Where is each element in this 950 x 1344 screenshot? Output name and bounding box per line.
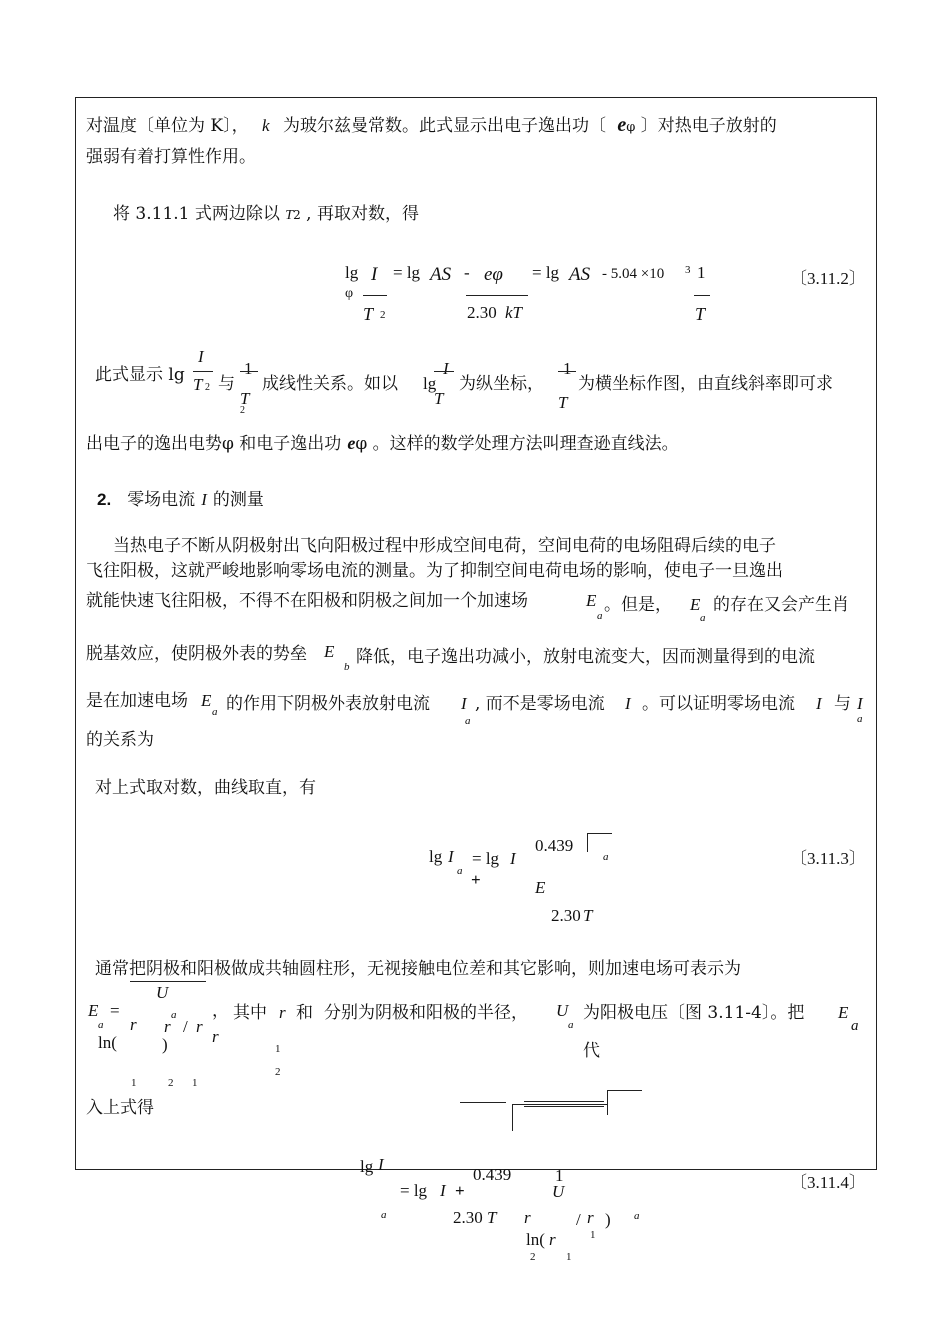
text-fragment: a [597, 610, 603, 622]
text-fragment: T [240, 389, 250, 408]
text-fragment: , 再取对数，得 [306, 204, 419, 224]
text-fragment: 脱基效应，使阴极外表的势垒 [86, 644, 307, 664]
text-fragment: I [201, 490, 207, 509]
equation-number: 〔3.11.3〕 [790, 849, 866, 868]
text-fragment: 1 [275, 1043, 281, 1055]
text-fragment: E [690, 595, 701, 614]
text-fragment: 2 [293, 208, 301, 222]
text-fragment: 2 [168, 1077, 174, 1089]
text-fragment: b [344, 661, 350, 673]
text-fragment: a [603, 851, 609, 863]
text-fragment: eφ [484, 264, 503, 285]
text-fragment: 对温度〔单位为 K〕， [86, 116, 249, 136]
text-fragment: r [196, 1017, 203, 1036]
text-fragment: , 而不是零场电流 [475, 694, 605, 714]
text-fragment: 2.30 [453, 1208, 483, 1227]
text-fragment: 为纵坐标， [459, 374, 544, 394]
text-fragment: a [568, 1019, 574, 1031]
text-fragment: 的作用下阴极外表放射电流 [226, 694, 430, 714]
text-fragment: 1 [563, 359, 572, 378]
para1-line1 [86, 112, 777, 139]
text-fragment: 的存在又会产生肖 [713, 595, 849, 615]
text-fragment: 0.439 [535, 836, 574, 855]
text-fragment: k [262, 116, 270, 135]
text-fragment: T [487, 1208, 497, 1227]
para1-line2: 强弱有着打算性作用。 [86, 147, 256, 167]
text-fragment: 3 [685, 264, 691, 276]
text-fragment: 为阳极电压〔图 3.11-4〕。把 [583, 1003, 805, 1023]
text-fragment: 〕对热电子放射的 [640, 116, 777, 136]
text-fragment: I [625, 694, 631, 713]
text-fragment: 。但是， [604, 595, 672, 615]
text-fragment: 与 [218, 374, 235, 394]
text-fragment: 就能快速飞往阳极，不得不在阳极和阴极之间加一个加速场 [86, 591, 528, 611]
text-fragment: I [448, 847, 454, 866]
text-fragment: a [465, 715, 471, 727]
text-fragment: a [851, 1018, 859, 1034]
text-fragment: a [381, 1209, 387, 1221]
text-fragment: r [130, 1015, 137, 1034]
text-fragment: a [634, 1210, 640, 1222]
text-fragment: T [285, 208, 294, 223]
text-fragment: U [556, 1001, 569, 1020]
text-fragment: 1 [566, 1251, 572, 1263]
text-fragment: 2 [530, 1251, 536, 1263]
text-fragment: I [443, 359, 449, 378]
text-fragment: 2 [380, 309, 386, 321]
equation-number: 〔3.11.2〕 [790, 269, 866, 288]
text-fragment: - 5.04 ×10 [602, 266, 665, 282]
text-fragment: 2. [97, 490, 112, 509]
text-fragment: E [88, 1001, 99, 1020]
text-fragment: 1 [244, 359, 253, 378]
text-fragment: AS [430, 264, 452, 285]
text-fragment: 的测量 [212, 490, 264, 510]
text-fragment: I [440, 1181, 446, 1200]
text-fragment: 2 [275, 1066, 281, 1078]
text-fragment: φ [345, 286, 354, 301]
text-fragment: E [838, 1003, 849, 1022]
text-fragment: φ 。这样的数学处理方法叫理查逊直线法。 [355, 434, 679, 454]
text-fragment: 1 [555, 1166, 564, 1185]
text-fragment: lg [429, 847, 443, 866]
text-fragment: U [552, 1182, 565, 1201]
text-fragment: 1 [131, 1077, 137, 1089]
text-fragment: 分别为阴极和阳极的半径， [324, 1003, 528, 1023]
text-fragment: 是在加速电场 [86, 691, 188, 711]
para5: 对上式取对数，曲线取直，有 [95, 778, 316, 798]
text-fragment: I [198, 347, 204, 366]
text-fragment: T [695, 304, 706, 324]
text-fragment: ln( [526, 1230, 545, 1249]
text-fragment: T [558, 393, 568, 412]
text-fragment: 1 [192, 1077, 198, 1089]
text-fragment: = lg [393, 263, 421, 282]
text-fragment: e [617, 114, 627, 136]
text-fragment: 其中 [233, 1003, 267, 1023]
text-fragment: a [857, 713, 863, 725]
text-fragment: 2 [240, 405, 245, 416]
text-fragment: a [171, 1009, 177, 1021]
text-fragment: 降低，电子逸出功减小，放射电流变大，因而测量得到的电流 [356, 647, 815, 667]
equation-number: 〔3.11.4〕 [790, 1173, 866, 1192]
text-fragment: φ [626, 120, 636, 135]
text-fragment: a [700, 612, 706, 624]
text-fragment: - [464, 263, 470, 282]
text-fragment: 成线性关系。如以 [262, 374, 398, 394]
text-fragment: 代 [583, 1041, 600, 1061]
text-fragment: 入上式得 [86, 1098, 154, 1118]
text-fragment: 当热电子不断从阴极射出飞向阳极过程中形成空间电荷，空间电荷的电场阻碍后续的电子 [113, 536, 776, 556]
para3-line2 [86, 431, 679, 456]
text-fragment: E [535, 878, 546, 897]
text-fragment: 2 [205, 382, 210, 393]
text-fragment: T [193, 375, 203, 394]
text-fragment: E [324, 642, 335, 661]
text-fragment: I [816, 694, 822, 713]
text-fragment: 2.30 [467, 303, 497, 322]
text-fragment: = lg [472, 849, 500, 868]
text-fragment: 出电子的逸出电势φ 和电子逸出功 [86, 434, 342, 454]
text-fragment: lg [345, 263, 359, 282]
text-fragment: U [156, 983, 169, 1002]
text-fragment: 与 [834, 694, 851, 714]
text-fragment: r [524, 1208, 531, 1227]
text-fragment: 通常把阴极和阳极做成共轴圆柱形，无视接触电位差和其它影响，则加速电场可表示为 [95, 959, 741, 979]
text-fragment: = [110, 1001, 120, 1020]
text-fragment: E [586, 591, 597, 610]
text-fragment: 将 3.11.1 式两边除以 [113, 204, 280, 224]
text-fragment: I [461, 694, 467, 713]
text-fragment: I [378, 1155, 384, 1174]
para2 [113, 203, 419, 226]
text-fragment: = lg [400, 1181, 428, 1200]
text-fragment: I [510, 849, 516, 868]
text-fragment: T [434, 389, 444, 408]
text-fragment: / [183, 1017, 188, 1036]
text-fragment: 。可以证明零场电流 [642, 694, 795, 714]
text-fragment: r [587, 1208, 594, 1227]
text-fragment: AS [569, 264, 591, 285]
text-fragment: 0.439 [473, 1165, 512, 1184]
text-fragment: ln( [98, 1033, 117, 1052]
text-fragment: I [371, 264, 378, 285]
text-fragment: ) [605, 1210, 611, 1229]
text-fragment: 飞往阳极，这就严峻地影响零场电流的测量。为了抑制空间电荷电场的影响，使电子一旦逸出 [86, 561, 783, 581]
text-fragment: ) [162, 1035, 168, 1054]
text-fragment: r [212, 1027, 219, 1046]
text-fragment: e [347, 433, 356, 453]
text-fragment: 2.30 [551, 906, 581, 925]
text-fragment: 为横坐标作图，由直线斜率即可求 [578, 374, 833, 394]
text-fragment: r [279, 1003, 286, 1022]
text-fragment: a [457, 865, 463, 877]
text-fragment: 此式显示 lg [95, 365, 185, 385]
text-fragment: lg [423, 374, 437, 393]
text-fragment: + [455, 1181, 465, 1200]
section-heading [97, 489, 264, 512]
text-fragment: T [363, 304, 374, 324]
text-fragment: 的关系为 [86, 730, 154, 750]
text-fragment: / [576, 1210, 581, 1229]
text-fragment: kT [505, 303, 522, 322]
text-fragment: 1 [590, 1229, 596, 1241]
text-fragment: I [857, 694, 863, 713]
text-fragment: 1 [697, 263, 706, 282]
text-fragment: a [212, 706, 218, 718]
text-fragment: = lg [532, 263, 560, 282]
text-fragment: 和 [296, 1003, 313, 1023]
text-fragment: + [471, 870, 481, 889]
text-fragment: E [201, 691, 212, 710]
text-fragment: r [549, 1230, 556, 1249]
text-fragment: 为玻尔兹曼常数。此式显示出电子逸出功〔 [282, 116, 606, 136]
text-fragment: T [583, 906, 593, 925]
text-fragment: r [164, 1017, 171, 1036]
text-fragment: ， [212, 1001, 229, 1021]
text-fragment: lg [360, 1157, 374, 1176]
text-fragment: 零场电流 [127, 490, 196, 510]
text-fragment: a [98, 1019, 104, 1031]
